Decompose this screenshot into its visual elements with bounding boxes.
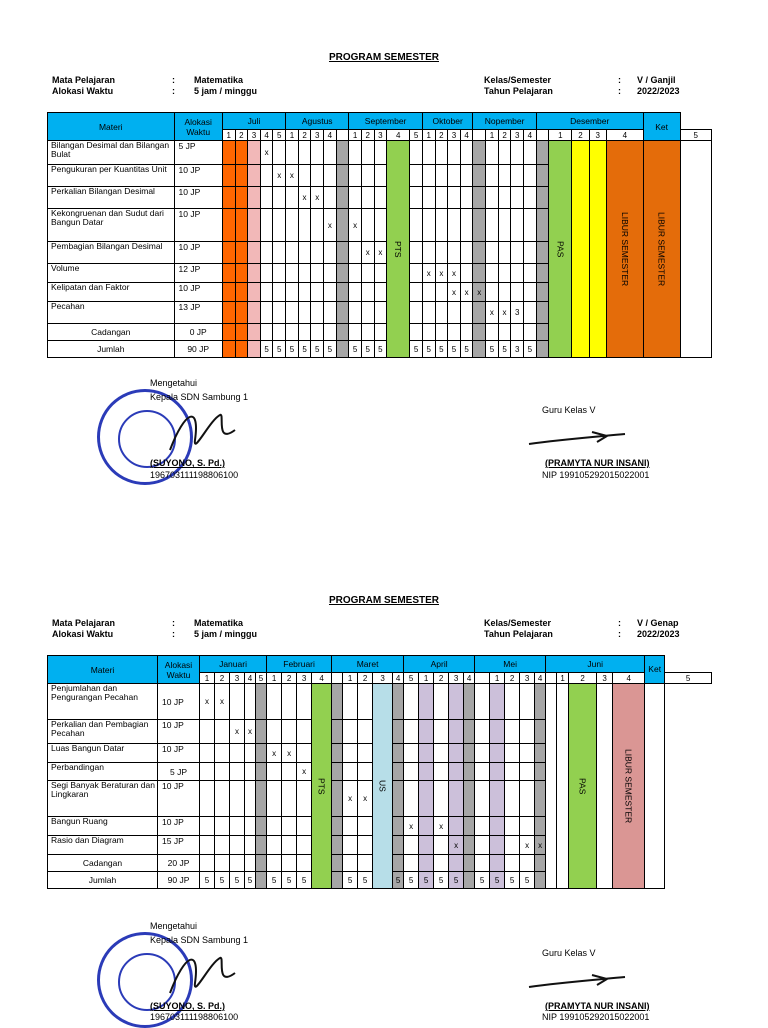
week-number: 3 <box>297 673 312 684</box>
week-number: 2 <box>435 130 448 141</box>
tahun-pelajaran-value: 2022/2023 <box>637 86 680 96</box>
colon: : <box>618 75 621 85</box>
week-number: 2 <box>361 130 374 141</box>
colon: : <box>172 629 175 639</box>
month-header-april: April <box>404 656 475 673</box>
pts-label: PTS <box>312 684 332 889</box>
week-number: 1 <box>349 130 362 141</box>
table-row: Penjumlahan dan Pengurangan Pecahan 10 JP x x PTS US PAS LIBUR SEMESTER <box>48 684 712 720</box>
alokasi-cell: 10 JP <box>158 720 200 744</box>
guru-nip: NIP 199105292015022001 <box>542 470 650 480</box>
mengetahui-label: Mengetahui <box>150 378 198 388</box>
month-header-maret: Maret <box>332 656 404 673</box>
alokasi-cell: 12 JP <box>174 264 222 283</box>
libur-semester-label: LIBUR SEMESTER <box>606 141 643 358</box>
alokasi-cell: 10 JP <box>158 744 200 763</box>
table-row: Jumlah 90 JP 5 5 5 5 5 5 5 5 5 5 5 5 5 5 5 5 3 5 <box>48 341 712 358</box>
week-number: 1 <box>422 130 435 141</box>
month-header-nopember: Nopember <box>473 113 536 130</box>
kelas-semester-value: V / Genap <box>637 618 679 628</box>
alokasi-waktu-value: 5 jam / minggu <box>194 629 258 639</box>
table-row: Pecahan 13 JP x x 3 <box>48 302 712 324</box>
info-block-semester-2 <box>52 618 752 642</box>
week-number: 2 <box>358 673 373 684</box>
table-row: Rasio dan Diagram 15 JP x x x <box>48 836 712 855</box>
week-number: 2 <box>434 673 449 684</box>
alokasi-cell: 0 JP <box>174 324 222 341</box>
week-number: 2 <box>572 130 589 141</box>
week-number: 3 <box>448 130 461 141</box>
week-number: 4 <box>464 673 475 684</box>
signature-guru <box>527 971 627 993</box>
week-number <box>546 673 557 684</box>
materi-header: Materi <box>48 656 158 684</box>
alokasi-header: Alokasi Waktu <box>174 113 222 141</box>
guru-title: Guru Kelas V <box>542 405 596 415</box>
table-row: Perkalian dan Pembagian Pecahan 10 JP x x <box>48 720 712 744</box>
week-number: 3 <box>597 673 613 684</box>
colon: : <box>172 618 175 628</box>
alokasi-cell: 5 JP <box>174 141 222 165</box>
alokasi-header: Alokasi Waktu <box>158 656 200 684</box>
materi-cell: Pengukuran per Kuantitas Unit <box>48 165 175 187</box>
materi-cell: Perkalian dan Pembagian Pecahan <box>48 720 158 744</box>
kepala-nip: 196703111198806100 <box>150 1012 239 1022</box>
week-number <box>536 130 549 141</box>
week-number <box>332 673 343 684</box>
ket-header: Ket <box>645 656 665 684</box>
week-number: 3 <box>589 130 606 141</box>
colon: : <box>618 618 621 628</box>
mengetahui-label: Mengetahui <box>150 921 198 931</box>
month-header-agustus: Agustus <box>286 113 349 130</box>
materi-cell: Jumlah <box>48 341 175 358</box>
table-row: Kelipatan dan Faktor 10 JP x x x <box>48 283 712 302</box>
week-number: 4 <box>606 130 643 141</box>
kelas-semester-label: Kelas/Semester <box>484 75 552 85</box>
week-number: 4 <box>524 130 537 141</box>
week-number: 4 <box>387 130 410 141</box>
mata-pelajaran-label: Mata Pelajaran <box>52 75 116 85</box>
colon: : <box>618 629 621 639</box>
tahun-pelajaran-value: 2022/2023 <box>637 629 680 639</box>
alokasi-cell: 10 JP <box>174 242 222 264</box>
libur-semester-label: LIBUR SEMESTER <box>643 141 680 358</box>
colon: : <box>172 86 175 96</box>
week-number: 3 <box>374 130 387 141</box>
materi-cell: Segi Banyak Beraturan dan Lingkaran <box>48 781 158 817</box>
materi-cell: Pembagian Bilangan Desimal <box>48 242 175 264</box>
week-number: 4 <box>324 130 337 141</box>
alokasi-cell: 20 JP <box>158 855 200 872</box>
week-number: 2 <box>282 673 297 684</box>
schedule-table-semester-1 <box>47 112 712 358</box>
materi-cell: Cadangan <box>48 855 158 872</box>
kepala-title: Kepala SDN Sambung 1 <box>150 392 249 402</box>
alokasi-cell: 10 JP <box>174 187 222 209</box>
week-number: 3 <box>511 130 524 141</box>
signature-kepala <box>165 943 245 1003</box>
materi-cell: Penjumlahan dan Pengurangan Pecahan <box>48 684 158 720</box>
mata-pelajaran-value: Matematika <box>194 618 244 628</box>
table-row: Volume 12 JP x x x <box>48 264 712 283</box>
month-header-juni: Juni <box>546 656 645 673</box>
guru-name: (PRAMYTA NUR INSANI) <box>545 458 650 468</box>
materi-cell: Bilangan Desimal dan Bilangan Bulat <box>48 141 175 165</box>
materi-cell: Jumlah <box>48 872 158 889</box>
alokasi-cell: 15 JP <box>158 836 200 855</box>
materi-cell: Perkalian Bilangan Desimal <box>48 187 175 209</box>
week-number: 3 <box>449 673 464 684</box>
colon: : <box>172 75 175 85</box>
alokasi-cell: 10 JP <box>174 283 222 302</box>
alokasi-cell: 13 JP <box>174 302 222 324</box>
kelas-semester-label: Kelas/Semester <box>484 618 552 628</box>
alokasi-cell: 5 JP <box>158 763 200 781</box>
week-number: 4 <box>460 130 473 141</box>
page-title-semester-2: PROGRAM SEMESTER <box>328 595 439 606</box>
tahun-pelajaran-label: Tahun Pelajaran <box>484 86 553 96</box>
month-header-desember: Desember <box>536 113 643 130</box>
week-number: 2 <box>215 673 230 684</box>
page-title-semester-1: PROGRAM SEMESTER <box>328 52 439 63</box>
month-header-row <box>48 113 712 130</box>
week-number: 5 <box>404 673 419 684</box>
week-number: 1 <box>343 673 358 684</box>
week-number: 3 <box>373 673 393 684</box>
materi-cell: Luas Bangun Datar <box>48 744 158 763</box>
materi-header: Materi <box>48 113 175 141</box>
guru-name: (PRAMYTA NUR INSANI) <box>545 1001 650 1011</box>
alokasi-cell: 10 JP <box>158 684 200 720</box>
table-row: Bilangan Desimal dan Bilangan Bulat 5 JP x PTS PAS LIBUR SEMESTER LIBUR SEMESTER <box>48 141 712 165</box>
week-number: 1 <box>267 673 282 684</box>
week-number <box>475 673 490 684</box>
table-row: Segi Banyak Beraturan dan Lingkaran 10 JP x x <box>48 781 712 817</box>
materi-cell: Bangun Ruang <box>48 817 158 836</box>
materi-cell: Pecahan <box>48 302 175 324</box>
guru-title: Guru Kelas V <box>542 948 596 958</box>
week-number: 4 <box>260 130 273 141</box>
materi-cell: Rasio dan Diagram <box>48 836 158 855</box>
week-number: 3 <box>230 673 245 684</box>
alokasi-cell: 90 JP <box>174 341 222 358</box>
week-number: 5 <box>410 130 423 141</box>
week-number: 1 <box>486 130 499 141</box>
month-header-oktober: Oktober <box>422 113 473 130</box>
kepala-name: (SUYONO, S. Pd.) <box>150 1001 226 1011</box>
month-header-september: September <box>349 113 423 130</box>
month-header-juli: Juli <box>222 113 285 130</box>
ket-header: Ket <box>643 113 680 141</box>
week-number: 4 <box>312 673 332 684</box>
week-number: 4 <box>245 673 256 684</box>
week-number: 2 <box>569 673 597 684</box>
info-block-semester-1 <box>52 75 752 99</box>
week-number: 5 <box>273 130 286 141</box>
kepala-title: Kepala SDN Sambung 1 <box>150 935 249 945</box>
week-number: 5 <box>256 673 267 684</box>
mata-pelajaran-value: Matematika <box>194 75 244 85</box>
materi-cell: Kekongruenan dan Sudut dari Bangun Datar <box>48 209 175 242</box>
kepala-nip: 196703111198806100 <box>150 470 239 480</box>
table-row: Pengukuran per Kuantitas Unit 10 JP x x <box>48 165 712 187</box>
week-number: 2 <box>505 673 520 684</box>
week-number <box>473 130 486 141</box>
week-number: 1 <box>286 130 299 141</box>
table-row: Kekongruenan dan Sudut dari Bangun Datar 10 JP x x <box>48 209 712 242</box>
pas-label: PAS <box>569 684 597 889</box>
month-header-februari: Februari <box>267 656 332 673</box>
alokasi-cell: 10 JP <box>158 781 200 817</box>
pas-label: PAS <box>549 141 572 358</box>
table-row: Perkalian Bilangan Desimal 10 JP x x <box>48 187 712 209</box>
libur-semester-label: LIBUR SEMESTER <box>613 684 645 889</box>
table-row: Pembagian Bilangan Desimal 10 JP x x <box>48 242 712 264</box>
week-number: 1 <box>419 673 434 684</box>
kepala-name: (SUYONO, S. Pd.) <box>150 458 226 468</box>
us-label: US <box>373 684 393 889</box>
alokasi-cell: 10 JP <box>174 209 222 242</box>
week-number: 5 <box>665 673 712 684</box>
week-number <box>336 130 349 141</box>
week-number: 5 <box>680 130 711 141</box>
alokasi-cell: 90 JP <box>158 872 200 889</box>
alokasi-waktu-label: Alokasi Waktu <box>52 629 114 639</box>
tahun-pelajaran-label: Tahun Pelajaran <box>484 629 553 639</box>
week-number: 1 <box>490 673 505 684</box>
kelas-semester-value: V / Ganjil <box>637 75 676 85</box>
week-number: 4 <box>613 673 645 684</box>
week-number: 3 <box>520 673 535 684</box>
week-number: 4 <box>535 673 546 684</box>
materi-cell: Kelipatan dan Faktor <box>48 283 175 302</box>
alokasi-cell: 10 JP <box>158 817 200 836</box>
schedule-table-semester-2 <box>47 655 712 889</box>
signature-guru <box>527 428 627 450</box>
week-number: 1 <box>549 130 572 141</box>
week-number: 3 <box>248 130 261 141</box>
pts-label: PTS <box>387 141 410 358</box>
signature-kepala <box>165 400 245 460</box>
table-row: Perbandingan 5 JP x <box>48 763 712 781</box>
alokasi-cell: 10 JP <box>174 165 222 187</box>
table-row: Jumlah 90 JP 5 5 5 5 5 5 5 5 5 5 5 5 5 5 5 5 5 5 <box>48 872 712 889</box>
materi-cell: Volume <box>48 264 175 283</box>
week-number: 1 <box>222 130 235 141</box>
week-number: 2 <box>498 130 511 141</box>
alokasi-waktu-value: 5 jam / minggu <box>194 86 258 96</box>
materi-cell: Cadangan <box>48 324 175 341</box>
week-number: 2 <box>298 130 311 141</box>
materi-cell: Perbandingan <box>48 763 158 781</box>
month-header-row <box>48 656 712 673</box>
week-number: 1 <box>557 673 569 684</box>
week-number: 1 <box>200 673 215 684</box>
table-row: Bangun Ruang 10 JP x x <box>48 817 712 836</box>
alokasi-waktu-label: Alokasi Waktu <box>52 86 114 96</box>
mata-pelajaran-label: Mata Pelajaran <box>52 618 116 628</box>
month-header-mei: Mei <box>475 656 546 673</box>
guru-nip: NIP 199105292015022001 <box>542 1012 650 1022</box>
week-number: 4 <box>393 673 404 684</box>
week-number: 3 <box>311 130 324 141</box>
table-row: Luas Bangun Datar 10 JP x x <box>48 744 712 763</box>
week-number: 2 <box>235 130 248 141</box>
colon: : <box>618 86 621 96</box>
month-header-januari: Januari <box>200 656 267 673</box>
